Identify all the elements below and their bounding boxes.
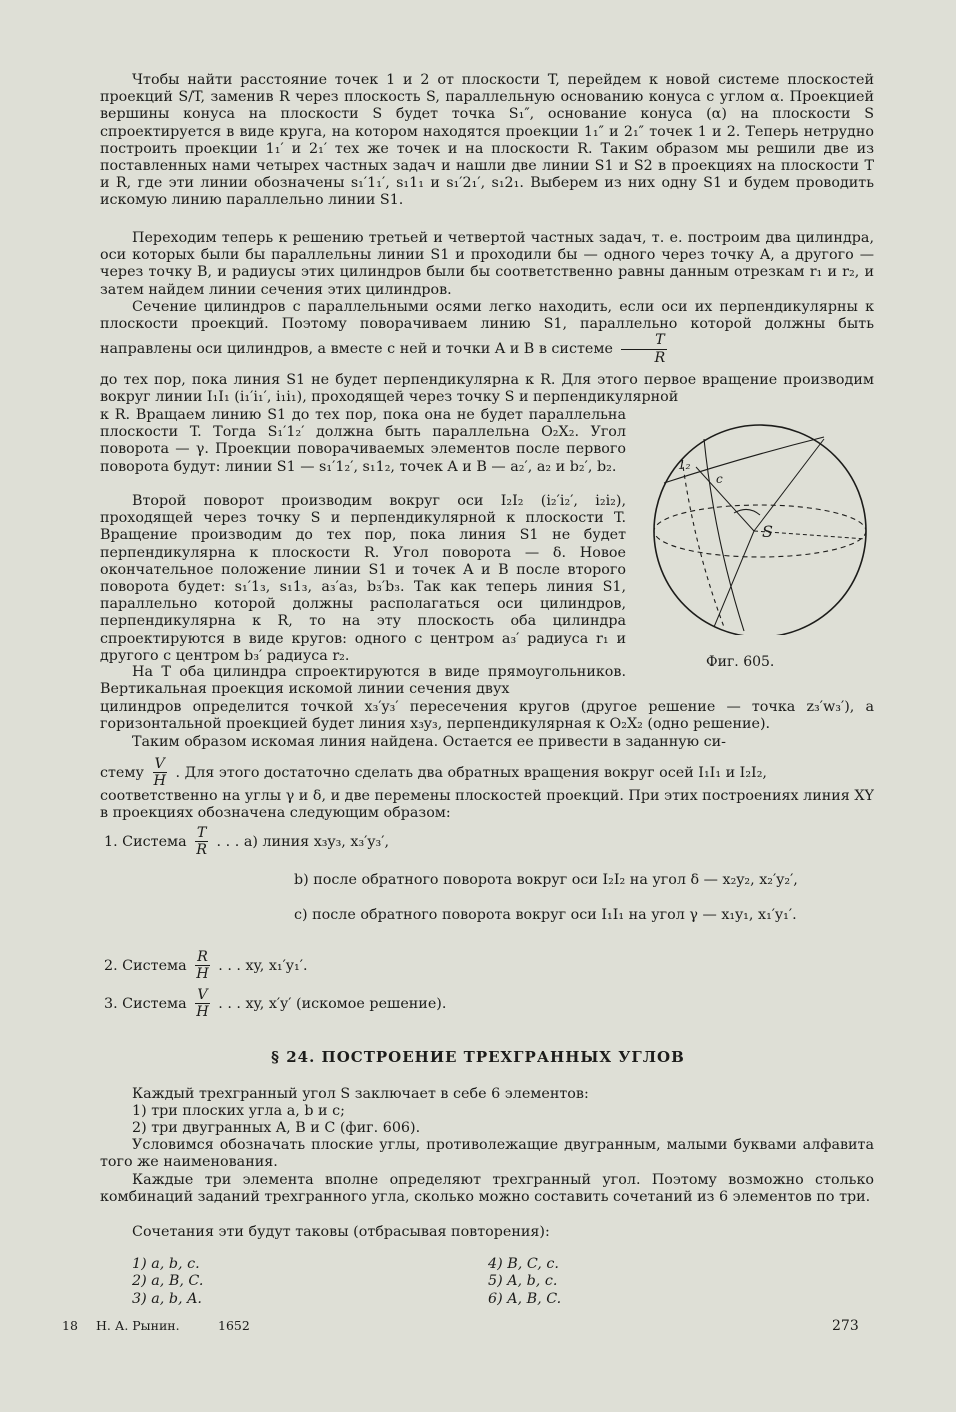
list-item-3-label: 3. Система <box>104 995 187 1012</box>
fraction-t-over-r <box>194 826 209 858</box>
figure-caption: Фиг. 605. <box>706 654 775 670</box>
paragraph-8c: соответственно на углы γ и δ, и две перемены плоскостей проекций. При этих построениях линия XY в проекциях обозначена следующим образом: <box>100 788 874 822</box>
footer-year: 1652 <box>218 1318 250 1333</box>
fraction-t-over-r <box>620 333 667 365</box>
section-paragraph-4: Условимся обозначать плоские углы, противолежащие двугранным, малыми буквами алфавита того же наименования. <box>100 1137 874 1171</box>
section-line-2: 1) три плоских угла a, b и c; <box>132 1103 345 1119</box>
paragraph-6: Второй поворот производим вокруг оси I₂I₂ (i₂′i₂′, i₂i₂), проходящей через точку S и перпендикулярной к плоскости T. Вращение производим до тех пор, пока линия S1 не будет перпендикулярна к плоскости R. Угол поворота — δ. Новое окончательное положение линии S1 и точек A и B после второго поворота будет: s₁′1₃, s₁1₃, a₃′a₃, b₃′b₃. Так как теперь линия S1, параллельно которой должны располагаться оси цилиндров, перпендикулярна к R, то на эту плоскость оба цилиндра спроектируются в виде кругов: одного с центром a₃′ радиуса r₁ и другого с центром b₃′ радиуса r₂. <box>100 493 626 664</box>
paragraph-2: Переходим теперь к решению третьей и четвертой частных задач, т. е. построим два цилиндра, оси которых были бы параллельны линии S1 и проходили бы — одного через точку A, а другого — через точку B, и радиусы этих цилиндров были бы соответственно равны данным отрезкам r₁ и r₂, и затем найдем линии сечения этих цилиндров. <box>100 230 874 298</box>
paragraph-8b <box>100 757 874 789</box>
combination-2: 2) a, B, C. <box>132 1273 204 1289</box>
list-item-1b: b) после обратного поворота вокруг оси I₂I₂ на угол δ — x₂y₂, x₂′y₂′, <box>294 872 798 888</box>
label-c: c <box>716 472 723 486</box>
fraction-numerator: R <box>197 949 208 965</box>
fraction-numerator: T <box>621 333 667 349</box>
fraction-r-over-h <box>194 950 210 982</box>
sphere-outline <box>654 425 866 635</box>
list-item-3-text: . . . xy, x′y′ (искомое решение). <box>218 995 447 1012</box>
paragraph-7a: На T оба цилиндра спроектируются в виде прямоугольников. Вертикальная проекция искомой линии сечения двух <box>100 664 626 698</box>
fraction-denominator: H <box>196 1004 209 1021</box>
fraction-numerator: T <box>196 825 207 841</box>
combination-1: 1) a, b, c. <box>132 1256 200 1272</box>
paragraph-8a: Таким образом искомая линия найдена. Остается ее привести в заданную си- <box>132 734 727 750</box>
paragraph-7b: цилиндров определится точкой x₃′y₃′ пересечения кругов (другое решение — точка z₃′w₃′), а горизонтальной проекцией будет линия x₃y₃, перпендикулярная к O₂X₂ (одно решение). <box>100 699 874 733</box>
section-line-3: 2) три двугранных A, B и C (фиг. 606). <box>132 1120 421 1136</box>
fraction-v-over-h <box>151 757 167 789</box>
fraction-denominator: H <box>153 773 166 790</box>
footer-signature: 18 <box>62 1318 78 1333</box>
section-line-6: Сочетания эти будут таковы (отбрасывая повторения): <box>132 1224 550 1240</box>
combination-6: 6) A, B, C. <box>488 1291 562 1307</box>
list-item-2-label: 2. Система <box>104 957 187 974</box>
section-title: § 24. ПОСТРОЕНИЕ ТРЕХГРАННЫХ УГЛОВ <box>271 1048 685 1066</box>
edge-line-1 <box>696 467 754 531</box>
figure-605-sphere <box>634 417 882 635</box>
sphere-equator <box>654 505 866 557</box>
combination-3: 3) a, b, A. <box>132 1291 202 1307</box>
section-paragraph-5: Каждые три элемента вполне определяют трехгранный угол. Поэтому возможно столько комбинаций заданий трехгранного угла, сколько можно составить сочетаний из 6 элементов по три. <box>100 1172 874 1206</box>
label-point: 1₂ <box>678 458 691 472</box>
list-item-1-label: 1. Система <box>104 833 187 850</box>
fraction-denominator: H <box>196 966 209 983</box>
section-line-1: Каждый трехгранный угол S заключает в себе 6 элементов: <box>132 1086 589 1102</box>
angle-arc <box>734 509 760 515</box>
combination-4: 4) B, C, c. <box>488 1256 559 1272</box>
paragraph-3-text: Сечение цилиндров с параллельными осями легко находить, если оси их перпендикулярны к плоскости проекций. Поэтому поворачиваем линию S1, параллельно которой должны быть направлены оси цилиндров, а вместе с ней и точки A и B в системе <box>100 299 874 358</box>
footer-author: Н. А. Рынин. <box>96 1318 180 1333</box>
fraction-denominator: R <box>654 349 666 366</box>
fraction-numerator: V <box>197 987 208 1003</box>
fraction-numerator: V <box>154 756 165 772</box>
label-s: S <box>762 522 773 541</box>
paragraph-3 <box>100 299 874 365</box>
list-item-3 <box>104 988 446 1020</box>
list-item-2-text: . . . xy, x₁′y₁′. <box>218 957 308 974</box>
fraction-denominator: R <box>196 842 207 859</box>
list-item-1c: c) после обратного поворота вокруг оси I₁I₁ на угол γ — x₁y₁, x₁′y₁′. <box>294 907 797 923</box>
combination-5: 5) A, b, c. <box>488 1273 558 1289</box>
edge-line-4 <box>714 531 754 627</box>
fraction-v-over-h <box>194 988 210 1020</box>
paragraph-4: до тех пор, пока линия S1 не будет перпендикулярна к R. Для этого первое вращение производим вокруг линии I₁I₁ (i₁′i₁′, i₁i₁), проходящей через точку S и перпендикулярной <box>100 372 874 406</box>
paragraph-1: Чтобы найти расстояние точек 1 и 2 от плоскости T, перейдем к новой системе плоскостей проекций S/T, заменив R через плоскость S, параллельную основанию конуса с углом α. Проекцией вершины конуса на плоскости S будет точка S₁″, основание конуса (α) на плоскости S спроектируется в виде круга, на котором находятся проекции 1₁″ и 2₁″ точек 1 и 2. Теперь нетрудно построить проекции 1₁′ и 2₁′ тех же точек и на плоскости R. Таким образом мы решили две из поставленных нами четырех частных задач и нашли две линии S1 и S2 в проекциях на плоскости T и R, где эти линии обозначены s₁′1₁′, s₁1₁ и s₁′2₁′, s₁2₁. Выберем из них одну S1 и будем проводить искомую линию параллельно линии S1. <box>100 72 874 209</box>
list-item-1-text: . . . a) линия x₃y₃, x₃′y₃′, <box>216 833 390 850</box>
list-item-2 <box>104 950 308 982</box>
paragraph-8b-pre: стему <box>100 764 144 781</box>
list-item-1 <box>104 826 389 858</box>
page-number: 273 <box>832 1318 859 1334</box>
paragraph-5: к R. Вращаем линию S1 до тех пор, пока она не будет параллельна плоскости T. Тогда S₁′1₂′ должна быть параллельна O₂X₂. Угол поворота — γ. Проекции поворачиваемых элементов после первого поворота будут: линии S1 — s₁′1₂′, s₁1₂, точек A и B — a₂′, a₂ и b₂′, b₂. <box>100 407 626 475</box>
paragraph-8b-post: . Для этого достаточно сделать два обратных вращения вокруг осей I₁I₁ и I₂I₂, <box>175 764 767 781</box>
